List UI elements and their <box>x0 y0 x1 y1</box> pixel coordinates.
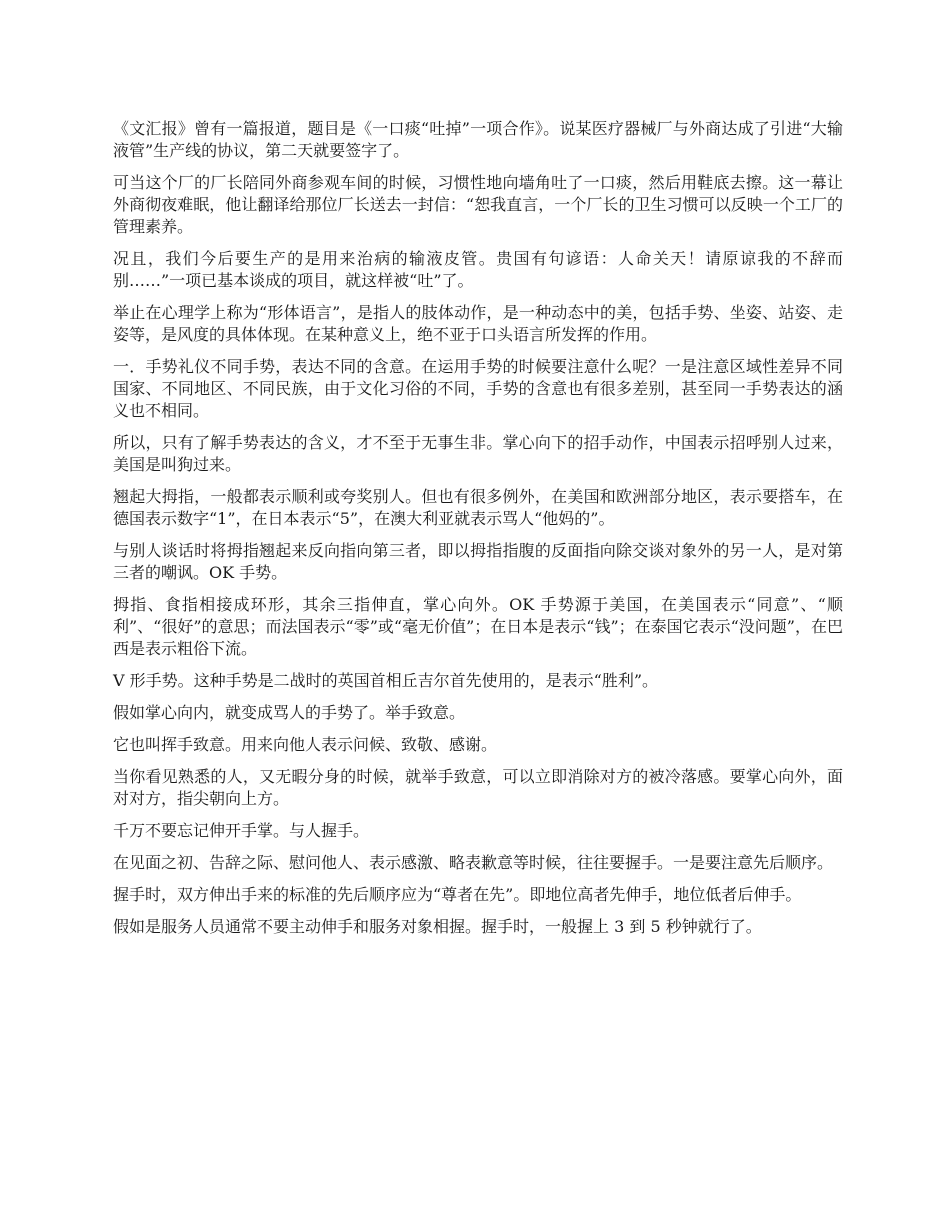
paragraph-10: V 形手势。这种手势是二战时的英国首相丘吉尔首先使用的，是表示“胜利”。 <box>113 671 659 690</box>
paragraph-9: 拇指、食指相接成环形，其余三指伸直，掌心向外。OK 手势源于美国，在美国表示“同意”、“顺利”、“很好”的意思；而法国表示“零”或“毫无价值”；在日本是表示“钱”；在泰国它表示“没问题”，在巴西是表示粗俗下流。 <box>113 595 843 658</box>
paragraph-17: 假如是服务人员通常不要主动伸手和服务对象相握。握手时，一般握上 3 到 5 秒钟就行了。 <box>113 917 762 936</box>
paragraph-16: 握手时，双方伸出手来的标准的先后顺序应为“尊者在先”。即地位高者先伸手，地位低者后伸手。 <box>113 885 802 904</box>
paragraph-3: 况且，我们今后要生产的是用来治病的输液皮管。贵国有句谚语：人命关天！请原谅我的不辞而别……”一项已基本谈成的项目，就这样被“吐”了。 <box>113 249 843 290</box>
document-body <box>113 118 843 948</box>
paragraph-6: 所以，只有了解手势表达的含义，才不至于无事生非。掌心向下的招手动作，中国表示招呼别人过来，美国是叫狗过来。 <box>113 433 843 474</box>
paragraph-8: 与别人谈话时将拇指翘起来反向指向第三者，即以拇指指腹的反面指向除交谈对象外的另一人，是对第三者的嘲讽。OK 手势。 <box>113 541 843 582</box>
paragraph-2: 可当这个厂的厂长陪同外商参观车间的时候，习惯性地向墙角吐了一口痰，然后用鞋底去擦。这一幕让外商彻夜难眠，他让翻译给那位厂长送去一封信：“恕我直言，一个厂长的卫生习惯可以反映一个工厂的管理素养。 <box>113 173 843 236</box>
paragraph-11: 假如掌心向内，就变成骂人的手势了。举手致意。 <box>113 703 466 722</box>
paragraph-13: 当你看见熟悉的人，又无暇分身的时候，就举手致意，可以立即消除对方的被冷落感。要掌心向外，面对对方，指尖朝向上方。 <box>113 767 843 808</box>
paragraph-14: 千万不要忘记伸开手掌。与人握手。 <box>113 821 370 840</box>
paragraph-7: 翘起大拇指，一般都表示顺利或夸奖别人。但也有很多例外，在美国和欧洲部分地区，表示要搭车，在德国表示数字“1”，在日本表示“5”，在澳大利亚就表示骂人“他妈的”。 <box>113 487 843 528</box>
paragraph-15: 在见面之初、告辞之际、慰问他人、表示感激、略表歉意等时候，往往要握手。一是要注意先后顺序。 <box>113 853 834 872</box>
paragraph-5: 一．手势礼仪不同手势，表达不同的含意。在运用手势的时候要注意什么呢？一是注意区域性差异不同国家、不同地区、不同民族，由于文化习俗的不同，手势的含意也有很多差别，甚至同一手势表达的涵义也不相同。 <box>113 357 843 420</box>
paragraph-1: 《文汇报》曾有一篇报道，题目是《一口痰“吐掉”一项合作》。说某医疗器械厂与外商达成了引进“大输液管”生产线的协议，第二天就要签字了。 <box>113 119 843 160</box>
paragraph-4: 举止在心理学上称为“形体语言”，是指人的肢体动作，是一种动态中的美，包括手势、坐姿、站姿、走姿等，是风度的具体体现。在某种意义上，绝不亚于口头语言所发挥的作用。 <box>113 303 843 344</box>
paragraph-12: 它也叫挥手致意。用来向他人表示问候、致敬、感谢。 <box>113 735 498 754</box>
